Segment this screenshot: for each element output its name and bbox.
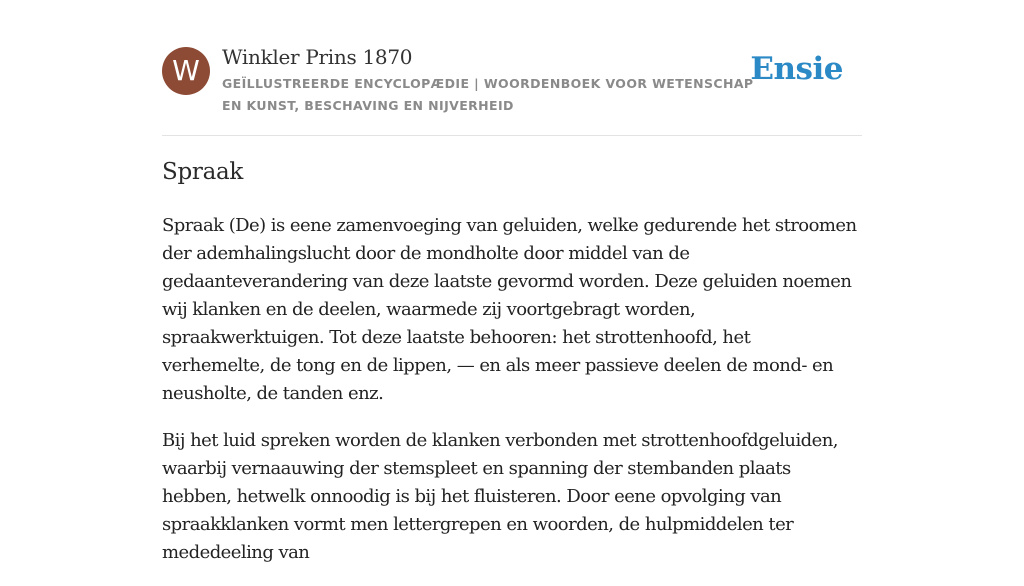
source-title[interactable]: Winkler Prins 1870 <box>222 45 413 69</box>
source-subtitle: GEÏLLUSTREERDE ENCYCLOPÆDIE | WOORDENBOEK VOOR WETENSCHAP EN KUNST, BESCHAVING EN NIJVERHEID <box>222 76 754 113</box>
entry-title: Spraak <box>162 159 244 185</box>
entry-paragraph: Spraak (De) is eene zamenvoeging van geluiden, welke gedurende het stroomen der ademhalingslucht door de mondholte door middel van de gedaanteverandering van deze laatste gevormd worden. Deze geluiden noemen wij klanken en de deelen, waarmede zij voortgebragt worden, spraakwerktuigen. Tot deze laatste behooren: het strottenhoofd, het verhemelte, de tong en de lippen, — en als meer passieve deelen de mond- en neusholte, de tanden enz. <box>162 215 857 404</box>
entry-paragraph: Bij het luid spreken worden de klanken verbonden met strottenhoofdgeluiden, waarbij vernaauwing der stemspleet en spanning der stembanden plaats hebben, hetwelk onnoodig is bij het fluisteren. Door eene opvolging van spraakklanken vormt men lettergrepen en woorden, de hulpmiddelen ter mededeeling van <box>162 430 838 563</box>
source-avatar[interactable]: W <box>162 47 210 95</box>
source-header <box>162 44 862 136</box>
ensie-logo[interactable]: Ensie <box>750 51 843 87</box>
entry-body <box>162 212 857 586</box>
